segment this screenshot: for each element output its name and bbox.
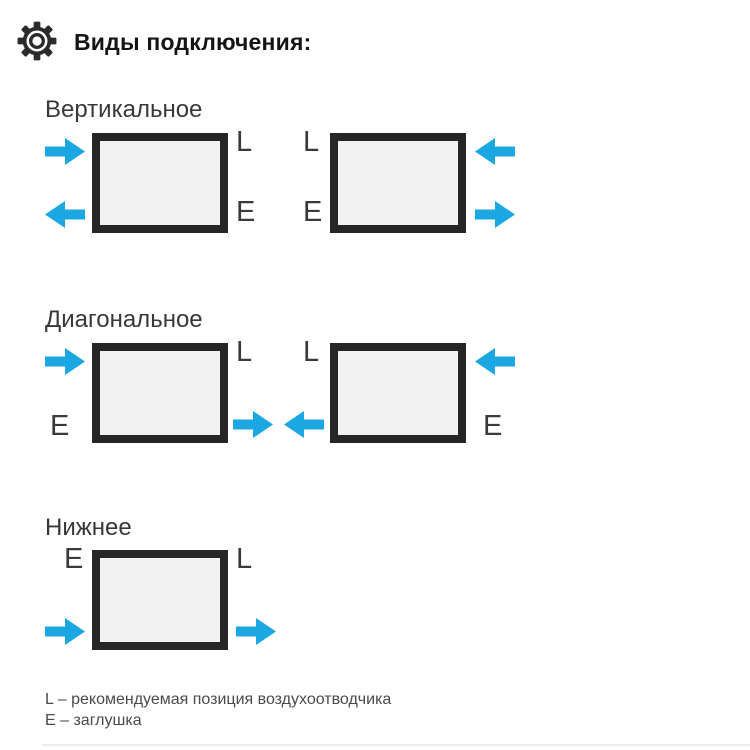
section-label-vertical: Вертикальное — [45, 96, 203, 123]
radiator-rect — [330, 133, 466, 233]
label-air-vent: L — [303, 336, 320, 368]
label-plug: E — [303, 196, 323, 228]
arrow-right-outlet-icon — [233, 411, 273, 438]
arrow-right-outlet-icon — [236, 618, 276, 645]
radiator-rect — [92, 343, 228, 443]
arrow-left-inlet-icon — [475, 348, 515, 375]
page-title: Виды подключения: — [74, 29, 312, 55]
label-air-vent: L — [236, 543, 253, 575]
gear-icon — [16, 20, 58, 62]
bottom-divider — [42, 744, 750, 746]
arrow-left-outlet-icon — [284, 411, 324, 438]
arrow-right-inlet-icon — [45, 138, 85, 165]
radiator-rect — [92, 133, 228, 233]
label-air-vent: L — [303, 126, 320, 158]
legend-line-air-vent: L – рекомендуемая позиция воздухоотводчика — [45, 691, 392, 708]
radiator-rect — [330, 343, 466, 443]
label-plug: E — [483, 410, 503, 442]
label-plug: E — [64, 543, 84, 575]
radiator-rect — [92, 550, 228, 650]
section-label-bottom: Нижнее — [45, 514, 132, 541]
label-air-vent: L — [236, 126, 253, 158]
label-air-vent: L — [236, 336, 253, 368]
label-plug: E — [50, 410, 70, 442]
arrow-left-inlet-icon — [475, 138, 515, 165]
legend-line-plug: E – заглушка — [45, 711, 142, 729]
arrow-right-inlet-icon — [45, 348, 85, 375]
legend — [45, 690, 391, 731]
arrow-left-outlet-icon — [45, 201, 85, 228]
section-label-diagonal: Диагональное — [45, 306, 203, 333]
arrow-right-inlet-icon — [45, 618, 85, 645]
arrow-right-outlet-icon — [475, 201, 515, 228]
label-plug: E — [236, 196, 256, 228]
